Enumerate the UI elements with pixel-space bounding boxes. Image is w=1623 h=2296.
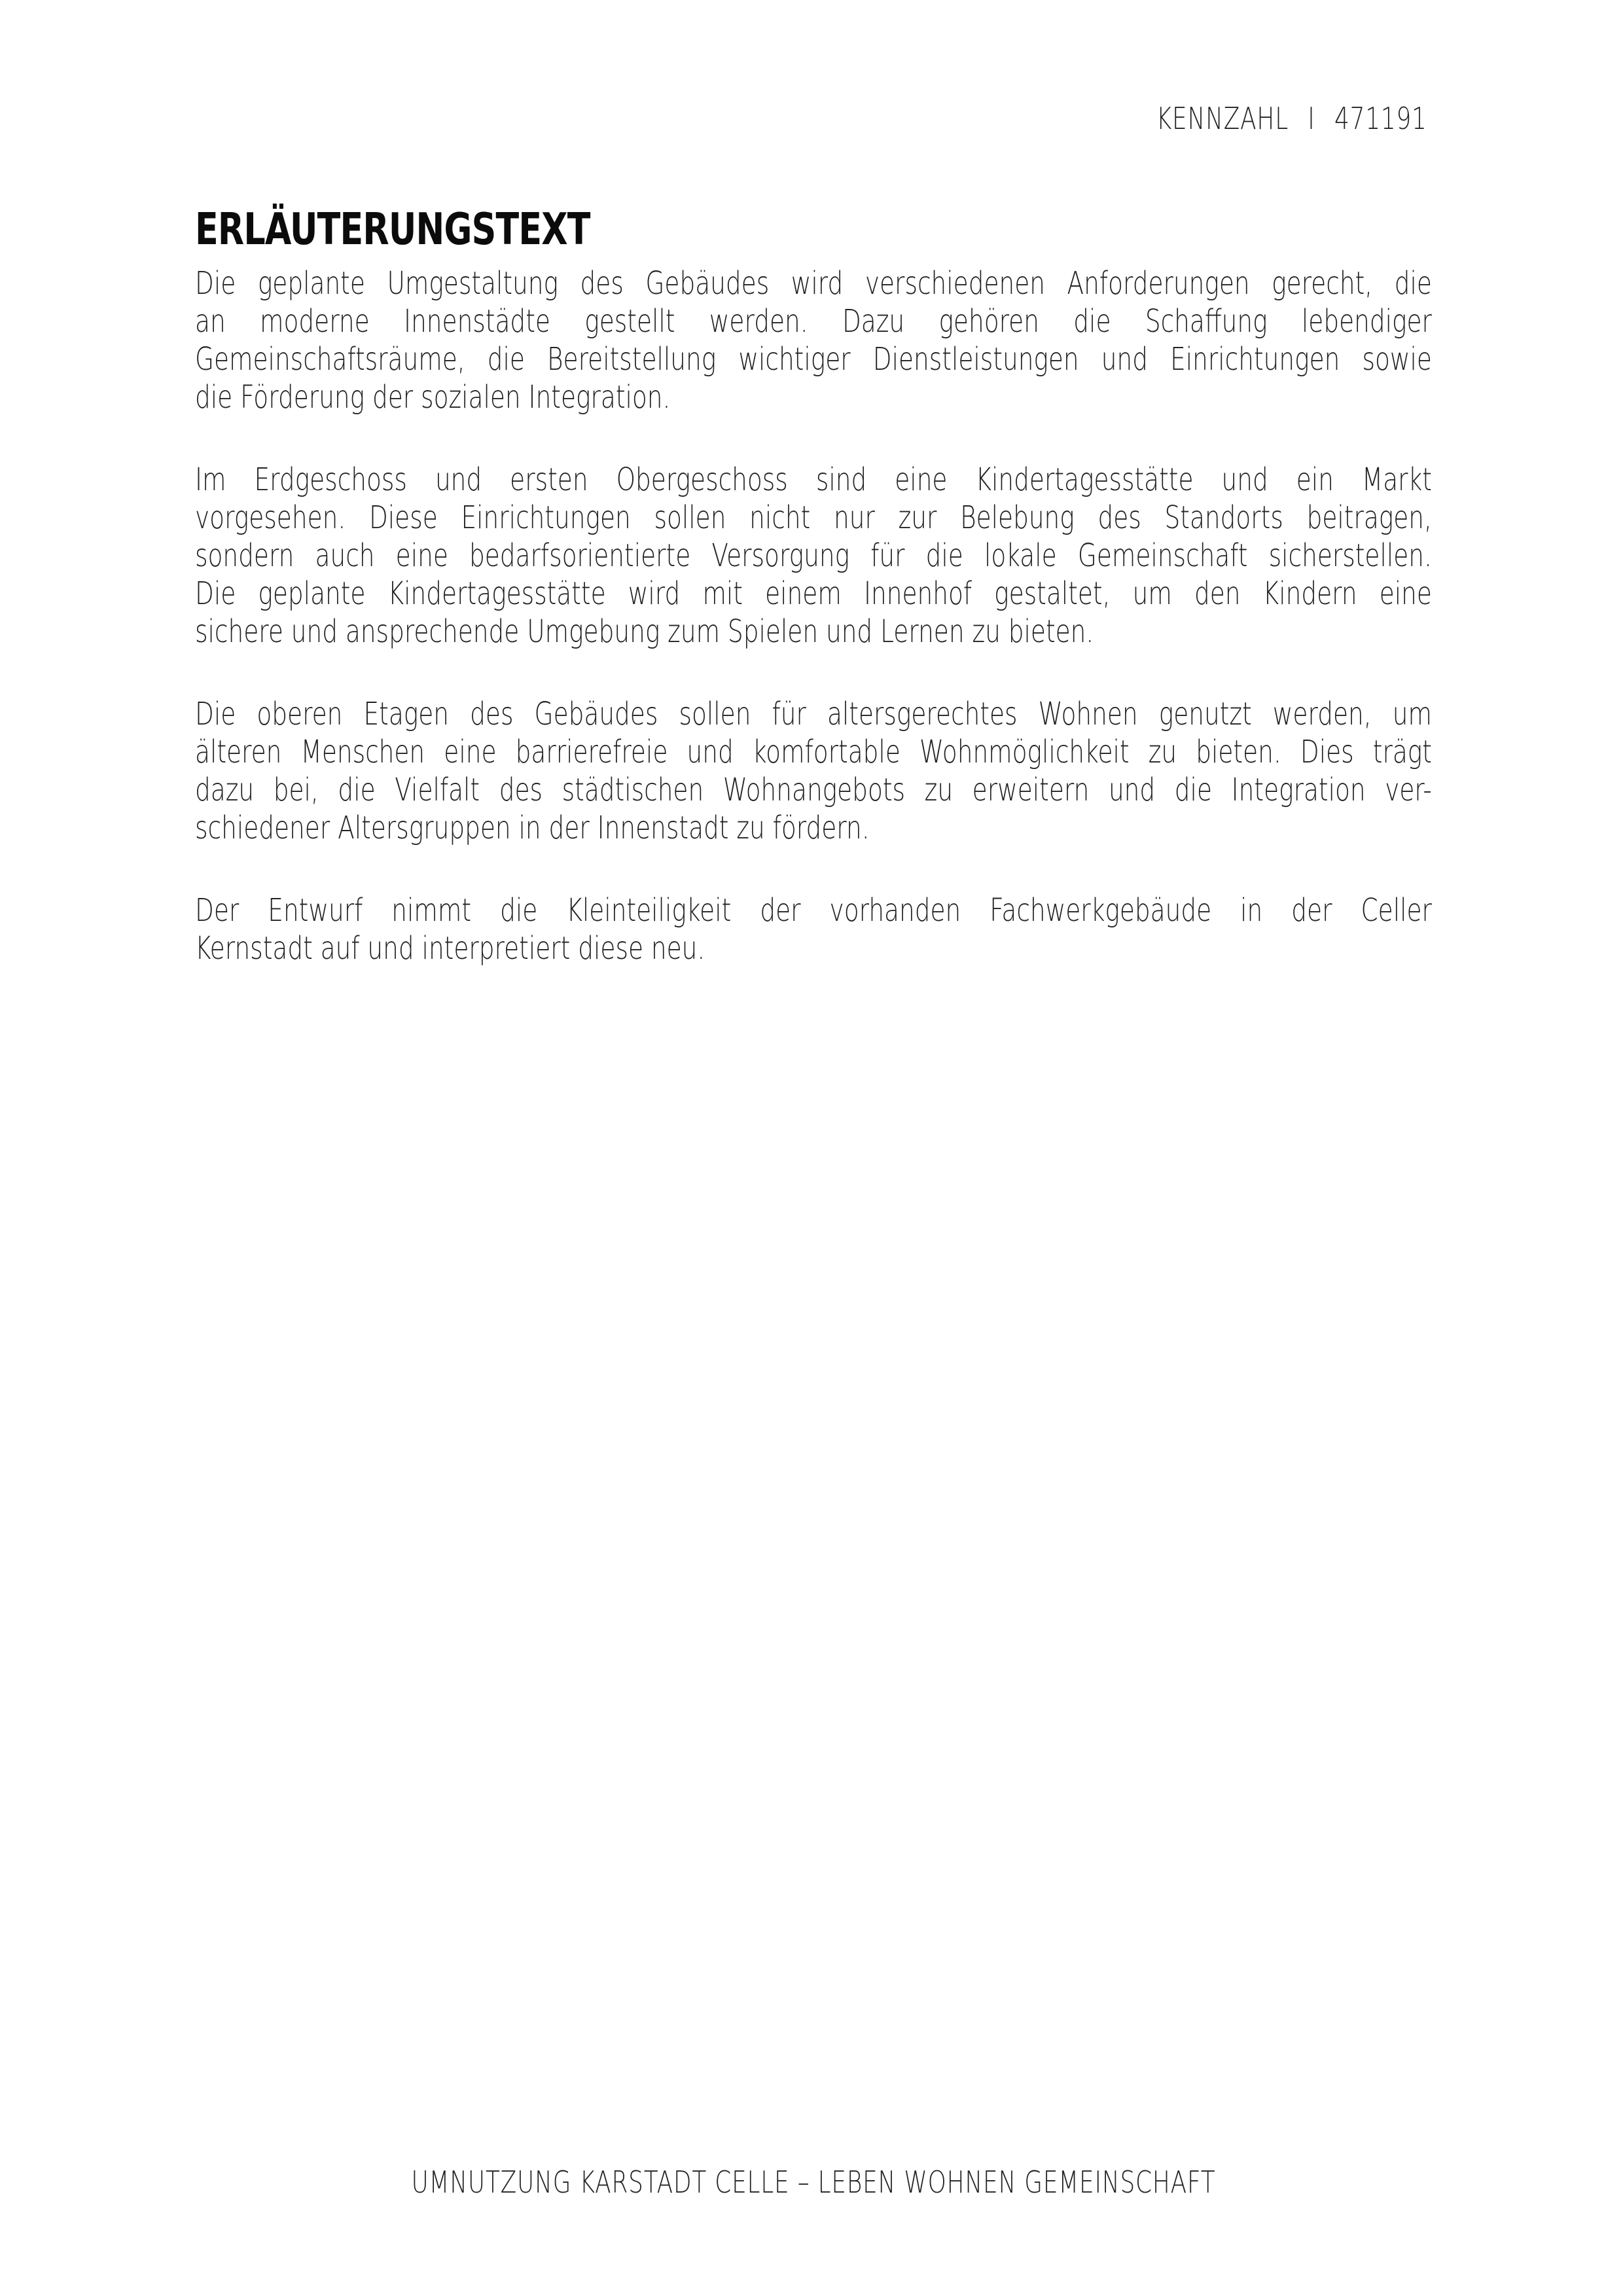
text-line: sondern auch eine bedarfsorientierte Versorgung für die lokale Gemeinschaft sicherstellen. [195,537,1432,574]
section-heading: ERLÄUTERUNGSTEXT [195,204,590,255]
text-line: Im Erdgeschoss und ersten Obergeschoss sind eine Kindertagesstätte und ein Markt [195,461,1432,498]
paragraph-3 [195,695,1432,847]
text-line: Die geplante Umgestaltung des Gebäudes wird verschiedenen Anforderungen gerecht, die [195,265,1432,302]
section-heading-row [195,204,702,255]
project-title: UMNUTZUNG KARSTADT CELLE – LEBEN WOHNEN GEMEINSCHAFT [411,2164,1216,2200]
text-line: Die oberen Etagen des Gebäudes sollen für altersgerechtes Wohnen genutzt werden, um [195,696,1432,732]
paragraph-1 [195,264,1432,416]
text-line: schiedener Altersgruppen in der Innenstadt zu fördern. [195,810,870,846]
body-text [195,264,1432,967]
paragraph-4 [195,891,1432,967]
page-footer [195,2164,1432,2200]
kennzahl-header [1080,103,1427,134]
text-line: älteren Menschen eine barrierefreie und komfortable Wohnmöglichkeit zu bieten. Dies trägt [195,734,1432,770]
text-line: Der Entwurf nimmt die Kleinteiligkeit der vorhanden Fachwerkgebäude in der Celler [195,892,1432,929]
text-line: sichere und ansprechende Umgebung zum Spielen und Lernen zu bieten. [195,613,1094,650]
text-line: Kernstadt auf und interpretiert diese neu. [195,930,705,967]
text-line: an moderne Innenstädte gestellt werden. Dazu gehören die Schaffung lebendiger [195,303,1432,340]
text-line: Die geplante Kindertagesstätte wird mit einem Innenhof gestaltet, um den Kindern eine [195,575,1432,612]
text-line: die Förderung der sozialen Integration. [195,379,671,416]
paragraph-2 [195,461,1432,651]
kennzahl-label: KENNZAHL I 471191 [1156,101,1427,136]
text-line: Gemeinschaftsräume, die Bereitstellung wichtiger Dienstleistungen und Einrichtungen sowie [195,341,1432,378]
text-line: vorgesehen. Diese Einrichtungen sollen nicht nur zur Belebung des Standorts beitragen, [195,499,1432,536]
text-line: dazu bei, die Vielfalt des städtischen Wohnangebots zu erweitern und die Integration ver- [195,772,1432,808]
